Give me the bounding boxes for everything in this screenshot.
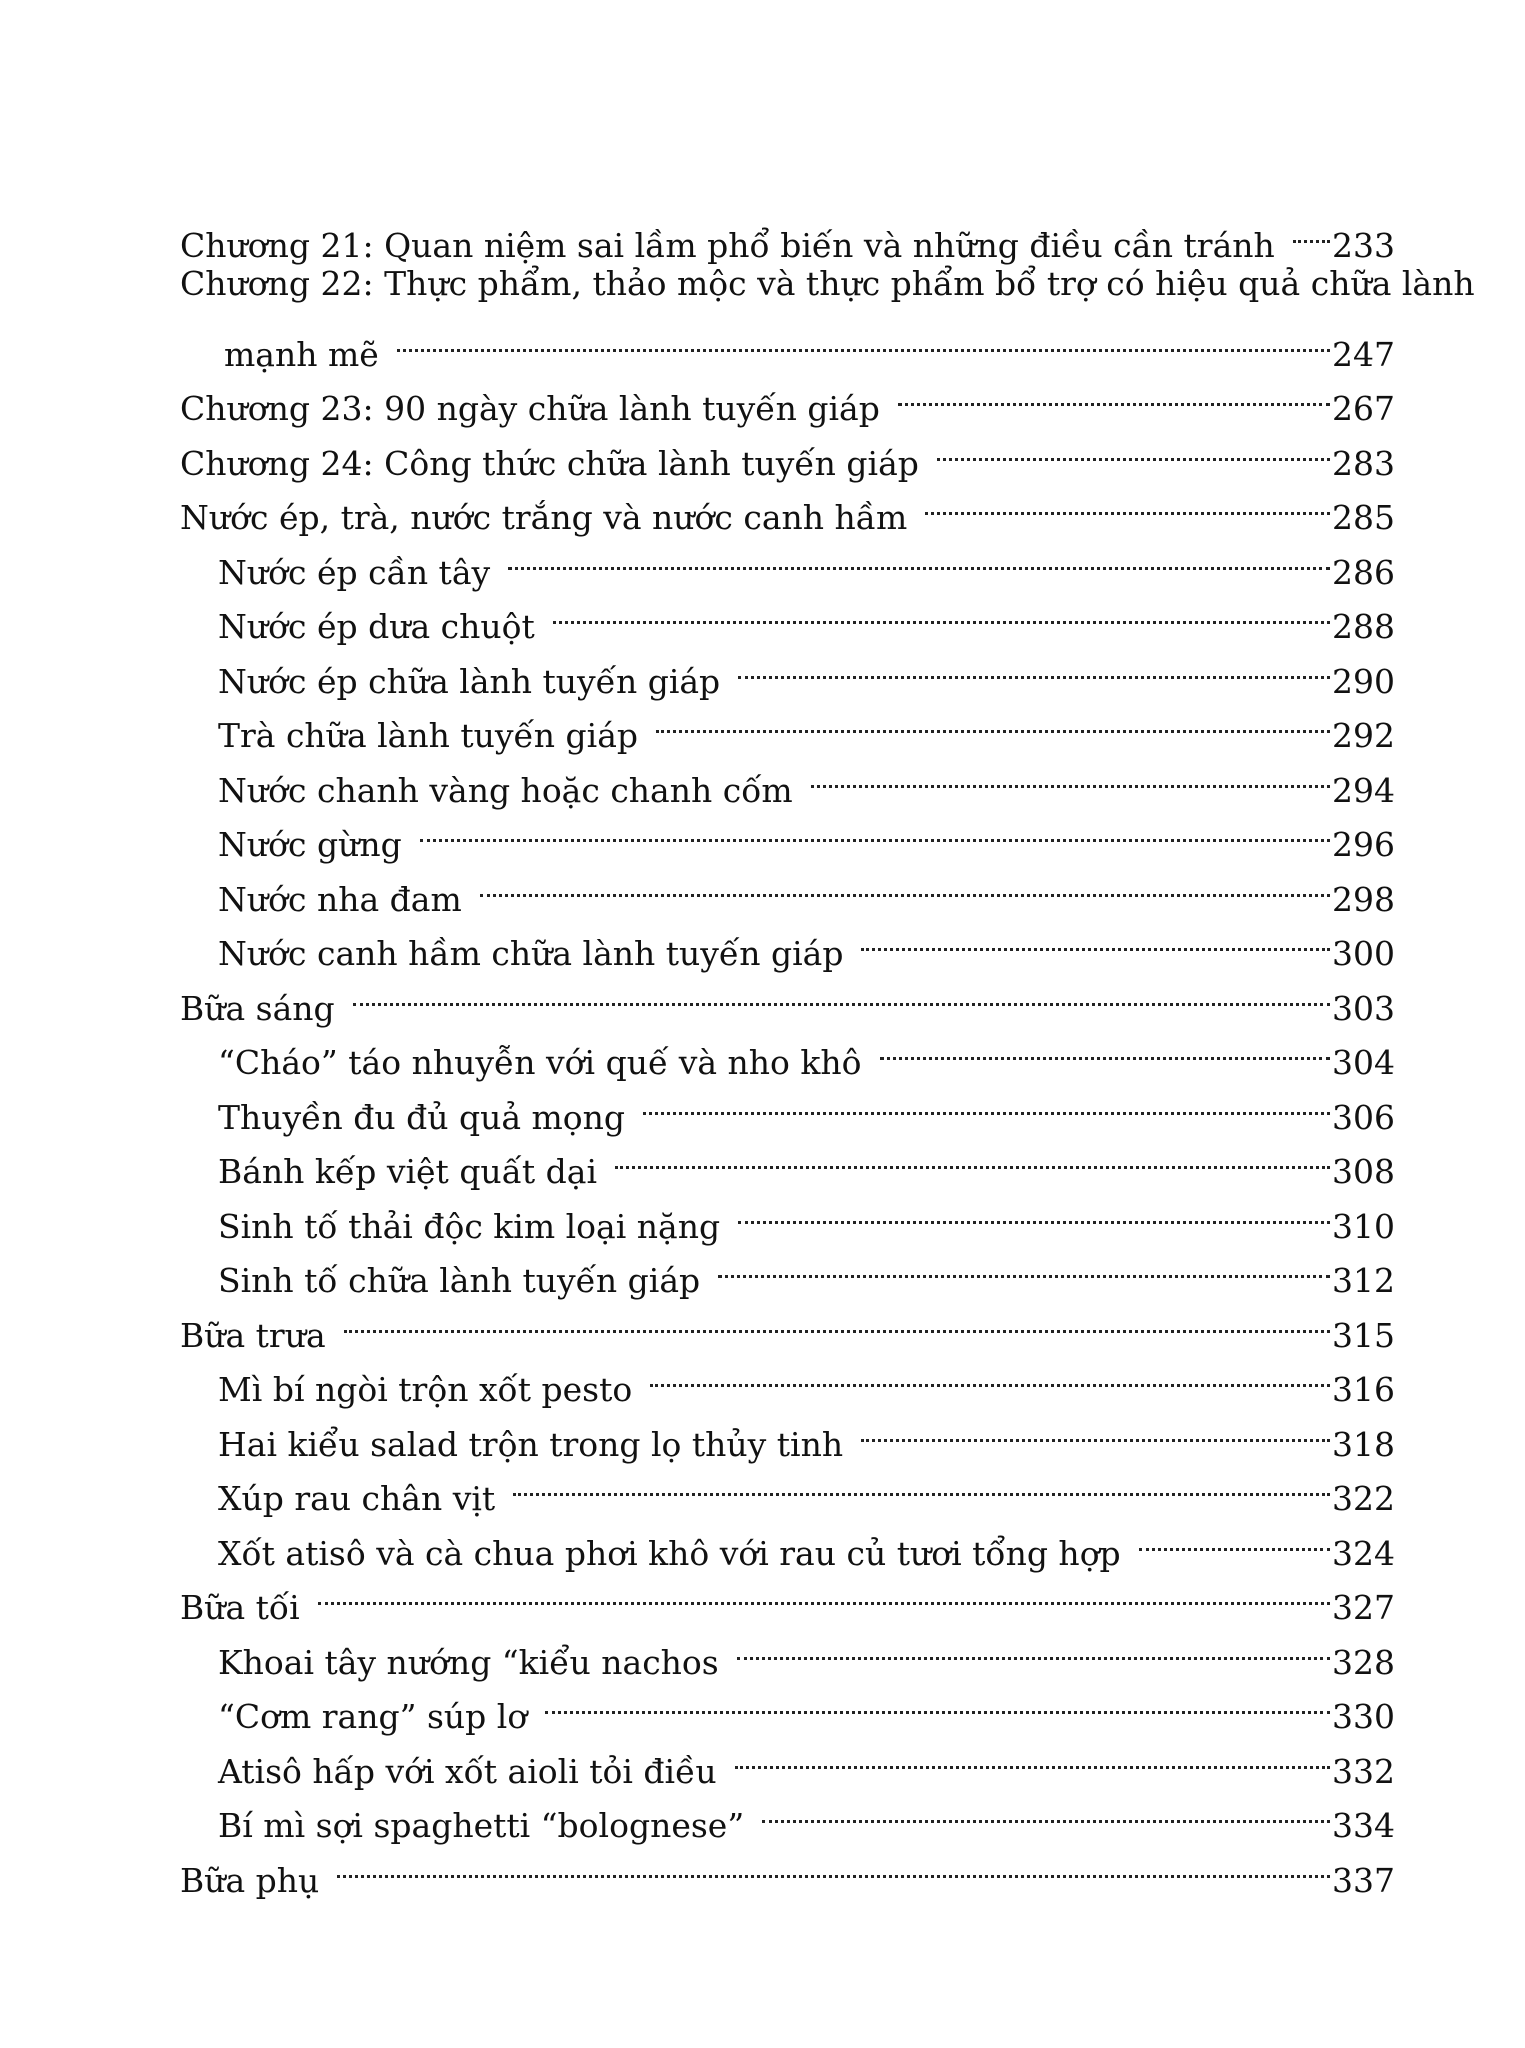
toc-entry (180, 1238, 1395, 1300)
toc-entry-page: 308 (1332, 1152, 1395, 1191)
toc-entry-page: 294 (1332, 770, 1395, 810)
toc-entry-title: Sinh tố chữa lành tuyến giáp (218, 1261, 701, 1300)
toc-entry (180, 1129, 1395, 1191)
dot-leader (718, 1238, 1330, 1293)
toc-section-lunch (180, 1292, 1395, 1355)
toc-entry-page: 247 (1332, 334, 1395, 374)
toc-entry-page: 324 (1332, 1533, 1395, 1573)
toc-entry-title: Hai kiểu salad trộn trong lọ thủy tinh (218, 1424, 844, 1464)
toc-entry (180, 1183, 1395, 1246)
dot-leader (508, 529, 1330, 584)
dot-leader (513, 1456, 1330, 1511)
dot-leader (480, 856, 1330, 911)
toc-entry-title: Chương 21: Quan niệm sai lầm phổ biến và những điều cần tránh (180, 225, 1275, 265)
toc-entry-page: 283 (1332, 443, 1395, 483)
table-of-contents (180, 202, 1475, 1900)
toc-entry (180, 1728, 1395, 1791)
toc-entry-title: “Cơm rang” súp lơ (218, 1697, 528, 1736)
toc-entry-chapter-22-continued (180, 311, 1395, 374)
toc-entry (180, 1456, 1395, 1518)
dot-leader (615, 1129, 1330, 1184)
dot-leader (811, 747, 1330, 802)
dot-leader (898, 366, 1330, 421)
toc-entry-page: 328 (1332, 1642, 1395, 1682)
toc-entry-title: Bữa sáng (180, 988, 335, 1028)
toc-entry (180, 1619, 1395, 1682)
toc-entry-page: 290 (1332, 661, 1395, 701)
toc-entry-title: Chương 22: Thực phẩm, thảo mộc và thực phẩm bổ trợ có hiệu quả chữa lành (180, 263, 1475, 303)
dot-leader (861, 911, 1330, 966)
toc-entry-chapter-21 (180, 202, 1395, 265)
dot-leader (1293, 202, 1330, 257)
dot-leader (420, 802, 1330, 857)
dot-leader (553, 584, 1330, 639)
dot-leader (650, 1347, 1330, 1402)
toc-entry-page: 330 (1332, 1697, 1395, 1736)
toc-entry (180, 1783, 1395, 1845)
toc-section-drinks (180, 475, 1395, 537)
toc-entry (180, 911, 1395, 973)
dot-leader (545, 1674, 1330, 1729)
toc-entry (180, 584, 1395, 646)
dot-leader (1139, 1510, 1330, 1565)
dot-leader (737, 1619, 1330, 1674)
dot-leader (762, 1783, 1330, 1838)
toc-entry-title: Mì bí ngòi trộn xốt pesto (218, 1370, 633, 1409)
toc-entry-page: 285 (1332, 498, 1395, 537)
toc-entry-chapter-23 (180, 366, 1395, 428)
toc-entry-page: 298 (1332, 879, 1395, 919)
dot-leader (738, 1183, 1330, 1238)
toc-entry-chapter-22 (180, 257, 1475, 312)
toc-entry-page: 296 (1332, 825, 1395, 864)
toc-entry-title: Nước ép cần tây (218, 552, 491, 592)
toc-entry-page: 312 (1332, 1261, 1395, 1300)
toc-entry-page: 267 (1332, 389, 1395, 428)
toc-entry-page: 303 (1332, 988, 1395, 1028)
toc-entry (180, 638, 1395, 701)
dot-leader (397, 311, 1330, 366)
toc-entry-page: 292 (1332, 716, 1395, 755)
toc-entry-title: Chương 24: Công thức chữa lành tuyến giáp (180, 443, 919, 483)
toc-entry-page: 327 (1332, 1588, 1395, 1627)
dot-leader (353, 965, 1330, 1020)
toc-entry-title: Nước nha đam (218, 879, 462, 919)
toc-entry-title: Bữa tối (180, 1588, 300, 1627)
toc-section-dinner (180, 1565, 1395, 1627)
toc-entry-page: 315 (1332, 1315, 1395, 1355)
toc-entry-page: 286 (1332, 552, 1395, 592)
toc-entry-title: Bánh kếp việt quất dại (218, 1152, 598, 1191)
toc-entry (180, 856, 1395, 919)
toc-entry-title: Trà chữa lành tuyến giáp (218, 716, 639, 755)
toc-entry (180, 1401, 1395, 1464)
toc-entry-title: Nước gừng (218, 825, 402, 864)
toc-entry-title: Xúp rau chân vịt (218, 1479, 496, 1518)
toc-entry-page: 233 (1332, 225, 1395, 265)
toc-entry-page: 316 (1332, 1370, 1395, 1409)
toc-entry-title: Nước canh hầm chữa lành tuyến giáp (218, 934, 844, 973)
toc-entry-title: Nước chanh vàng hoặc chanh cốm (218, 770, 793, 810)
toc-entry (180, 1020, 1395, 1082)
toc-entry-title: Bí mì sợi spaghetti “bolognese” (218, 1806, 745, 1845)
toc-entry-title: Nước ép chữa lành tuyến giáp (218, 661, 721, 701)
toc-entry-page: 304 (1332, 1043, 1395, 1082)
toc-entry-title: Nước ép dưa chuột (218, 607, 535, 646)
toc-entry (180, 1510, 1395, 1573)
toc-entry-page: 337 (1332, 1860, 1395, 1900)
toc-entry (180, 747, 1395, 810)
dot-leader (318, 1565, 1330, 1620)
toc-entry (180, 1674, 1395, 1736)
toc-entry-title: Sinh tố thải độc kim loại nặng (218, 1206, 721, 1246)
toc-entry-title: Thuyền đu đủ quả mọng (218, 1097, 626, 1137)
dot-leader (656, 693, 1330, 748)
toc-entry (180, 1074, 1395, 1137)
toc-entry (180, 1347, 1395, 1409)
toc-section-breakfast (180, 965, 1395, 1028)
toc-entry-page: 332 (1332, 1751, 1395, 1791)
toc-entry-page: 334 (1332, 1806, 1395, 1845)
toc-entry-page: 306 (1332, 1097, 1395, 1137)
toc-entry-title: Nước ép, trà, nước trắng và nước canh hầm (180, 498, 908, 537)
dot-leader (880, 1020, 1330, 1075)
toc-entry-title: Xốt atisô và cà chua phơi khô với rau củ tươi tổng hợp (218, 1533, 1121, 1573)
toc-entry-page: 300 (1332, 934, 1395, 973)
dot-leader (337, 1837, 1330, 1892)
toc-entry-title: mạnh mẽ (224, 334, 379, 374)
toc-entry-title: Bữa phụ (180, 1860, 320, 1900)
toc-entry (180, 529, 1395, 592)
toc-entry-page: 318 (1332, 1424, 1395, 1464)
dot-leader (735, 1728, 1330, 1783)
toc-entry-page: 322 (1332, 1479, 1395, 1518)
toc-entry-title: Bữa trưa (180, 1315, 326, 1355)
dot-leader (738, 638, 1330, 693)
toc-section-snacks (180, 1837, 1395, 1900)
toc-entry-title: Atisô hấp với xốt aioli tỏi điều (218, 1751, 717, 1791)
toc-entry (180, 802, 1395, 864)
dot-leader (344, 1292, 1330, 1347)
toc-entry-title: Khoai tây nướng “kiểu nachos (218, 1642, 719, 1682)
dot-leader (861, 1401, 1330, 1456)
toc-entry-title: Chương 23: 90 ngày chữa lành tuyến giáp (180, 389, 880, 428)
toc-entry-page: 288 (1332, 607, 1395, 646)
dot-leader (643, 1074, 1330, 1129)
dot-leader (937, 420, 1330, 475)
toc-entry-chapter-24 (180, 420, 1395, 483)
dot-leader (925, 475, 1330, 530)
toc-entry (180, 693, 1395, 755)
toc-entry-title: “Cháo” táo nhuyễn với quế và nho khô (218, 1043, 862, 1082)
toc-entry-page: 310 (1332, 1206, 1395, 1246)
